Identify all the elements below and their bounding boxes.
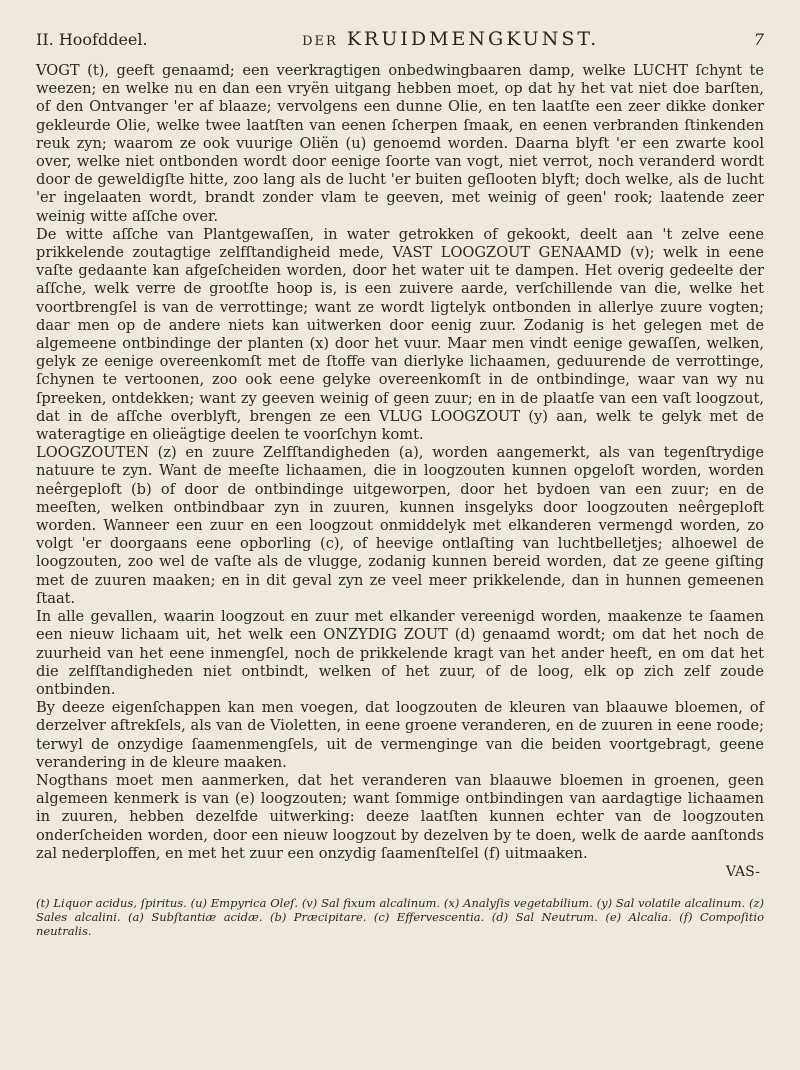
paragraph-5: By deeze eigenſchappen kan men voegen, dat loogzouten de kleuren van blaauwe bloemen, of derzelver aftrekſels, als van de Violetten, in eene groene veranderen, en de zuuren in eene roode; terwyl de onzydige ſaamenmengſels, uit de vermenginge van die beiden voortgebragt, geene verandering in de kleure maaken. [36, 699, 764, 771]
paragraph-3: LOOGZOUTEN (z) en zuure Zelfſtandigheden (a), worden aangemerkt, als van tegenſtrydige natuure te zyn. Want de meeſte lichaamen, die in loogzouten kunnen opgeloſt worden, worden neêrgeploft (b) of door de ontbindinge uitgeworpen, door het bydoen van een zuur; en de meeſten, welken ontbindbaar zyn in zuuren, kunnen insgelyks door loogzouten neêrgeploft worden. Wanneer een zuur en een loogzout onmiddelyk met elkanderen vermengd worden, zo volgt 'er doorgaans eene opborling (c), of heevige ontlaſting van luchtbelletjes; alhoewel de loogzouten, zoo wel de vaſte als de vlugge, zodanig kunnen bereid worden, dat ze geene giſting met de zuuren maaken; en in dit geval zyn ze veel meer prikkelende, dan in hunnen gemeenen ſtaat. [36, 444, 764, 607]
paragraph-2: De witte aſſche van Plantgewaſſen, in water getrokken of gekookt, deelt aan 't zelve eene prikkelende zoutagtige zelfſtandigheid mede, VAST LOOGZOUT GENAAMD (v); welk in eene vaſte gedaante kan afgeſcheiden worden, door het water uit te dampen. Het overig gedeelte der aſſche, welk verre de grootſte hoop is, is een zuivere aarde, verſchillende van die, welke het voortbrengſel is van de verrottinge; want ze wordt ligtelyk ontbonden in allerlye zuure vogten; daar men op de andere niets kan uitwerken door eenig zuur. Zodanig is het gelegen met de algemeene ontbindinge der planten (x) door het vuur. Maar men vindt eenige gewaſſen, welken, gelyk ze eenige overeenkomſt met de ſtoffe van dierlyke lichaamen, geduurende de verrottinge, ſchynen te vertoonen, zoo ook eene gelyke overeenkomſt in de ontbindinge, waar van wy nu ſpreeken, ontdekken; want zy geeven weinig of geen zuur; en in de plaatſe van een vaſt loogzout, dat in de aſſche overblyft, brengen ze een VLUG LOOGZOUT (y) aan, welk te gelyk met de wateragtige en olieägtige deelen te voorſchyn komt. [36, 225, 764, 444]
catchword: VAS- [725, 863, 760, 880]
running-title-prefix: DER [302, 34, 338, 49]
paragraph-1: VOGT (t), geeft genaamd; een veerkragtigen onbedwingbaaren damp, welke LUCHT ſchynt te weezen; en welke nu en dan een vryën uitgang hebben moet, op dat hy het vat niet doe barſten, of den Ontvanger 'er af blaaze; vervolgens een dunne Olie, en ten laatſte een zeer dikke donker gekleurde Olie, welke twee laatſten van eenen ſcherpen ſmaak, en eenen verbranden ſtinkenden reuk zyn; waarom ze ook vuurige Oliën (u) genoemd worden. Daarna blyft 'er een zwarte kool over, welke niet ontbonden wordt door eenige ſoorte van vogt, niet verrot, noch veranderd wordt door de geweldigſte hitte, zoo lang als de lucht 'er buiten geſlooten blyft; doch welke, als de lucht 'er ingelaaten wordt, brandt zonder vlam te geeven, met weinig of geen' rook; laatende zeer weinig witte aſſche over. [36, 62, 764, 225]
running-title-main: KRUIDMENGKUNST. [346, 28, 600, 50]
body-text [36, 62, 764, 863]
paragraph-4: In alle gevallen, waarin loogzout en zuur met elkander vereenigd worden, maakenze te ſaamen een nieuw lichaam uit, het welk een ONZYDIG ZOUT (d) genaamd wordt; om dat het noch de zuurheid van het eene inmengſel, noch de prikkelende kragt van het ander heeft, en om dat het die zelfſtandigheden niet ontbindt, welken of het zuur, of de loog, elk op zich zelf zoude ontbinden. [36, 608, 764, 698]
running-title [148, 28, 754, 50]
footnote-line: (t) Liquor acidus, ſpiritus. (u) Empyrica Oleſ. (v) Sal fixum alcalinum. (x) Analyſis vegetabilium. (y) Sal volatile alcalinum. (z) Sales alcalini. (a) Subſtantiæ acidæ. (b) Præcipitare. (c) Effervescentia. (d) Sal Neutrum. (e) Alcalia. (f) Compoſitio neutralis. [36, 895, 764, 938]
section-label: II. Hoofddeel. [36, 30, 148, 49]
running-head [36, 28, 764, 50]
footnotes [36, 896, 764, 938]
page-number: 7 [753, 30, 764, 49]
paragraph-6: Nogthans moet men aanmerken, dat het veranderen van blaauwe bloemen in groenen, geen algemeen kenmerk is van (e) loogzouten; want ſommige ontbindingen van aardagtige lichaamen in zuuren, hebben dezelfde uitwerking: deeze laatſten kunnen echter van de loogzouten onderſcheiden worden, door een nieuw loogzout by dezelven by te doen, welk de aarde aanſtonds zal nederploffen, en met het zuur een onzydig ſaamenſtelſel (f) uitmaaken. [36, 771, 764, 862]
